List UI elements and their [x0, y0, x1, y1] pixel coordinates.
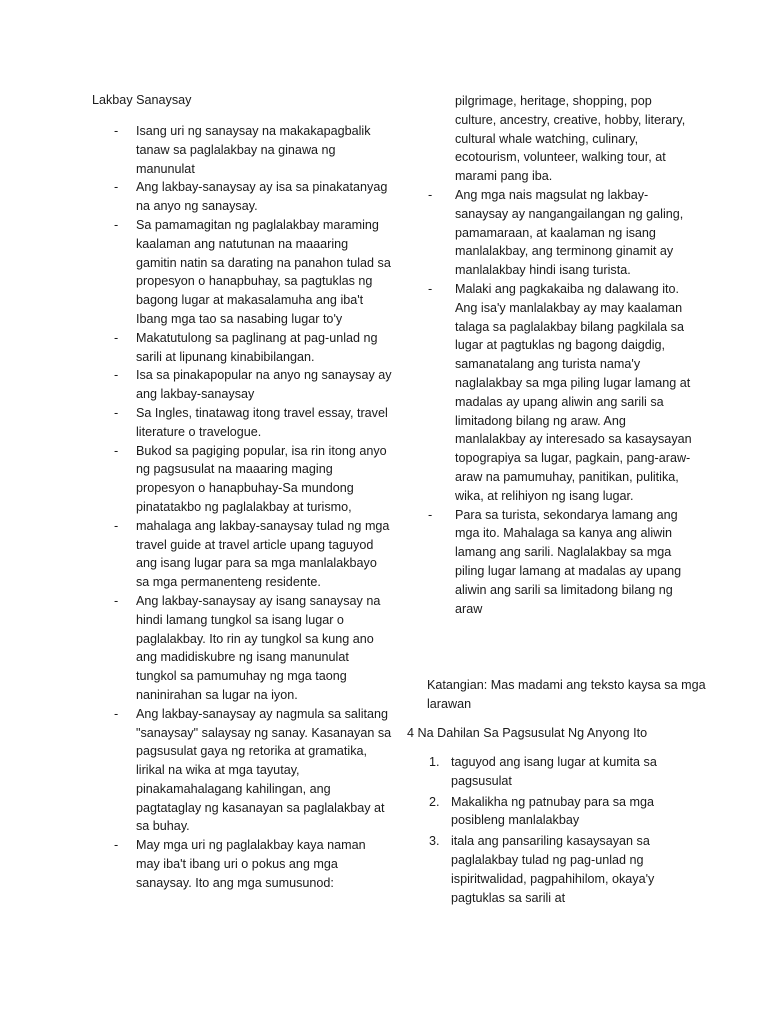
bullet-text: Sa pamamagitan ng paglalakbay maraming kaalaman ang natutunan na maaaring gamitin natin sa darating na panahon tulad sa propesyon o hanapbuhay, sa pagtuklas ng bagong lugar at makasalamuha ang iba't Ibang mga tao sa nasabing lugar to'y [136, 217, 391, 326]
continued-list-text: pilgrimage, heritage, shopping, pop culture, ancestry, creative, hobby, literary, cultural whale watching, culinary, ecotourism, volunteer, walking tour, at marami pang iba. [455, 94, 686, 184]
bullet-item [425, 186, 695, 280]
bullet-dash: - [428, 281, 433, 296]
bullet-text: Isang uri ng sanaysay na makakapagbalik tanaw sa paglalakbay na ginawa ng manunulat [136, 124, 371, 176]
reason-text: Makalikha ng patnubay para sa mga posibleng manlalakbay [451, 794, 655, 828]
bullet-item [92, 216, 392, 329]
left-column [92, 122, 392, 893]
bullet-dash: - [114, 518, 119, 533]
bullet-dash: - [114, 124, 119, 138]
document-title: Lakbay Sanaysay [92, 93, 192, 107]
bullet-item [92, 517, 392, 592]
bullet-item [92, 122, 392, 178]
reason-text: itala ang pansariling kasaysayan sa paglalakbay tulad ng pag-unlad ng ispiritwalidad, pagpahihilom, okaya'y pagtuklas sa sarili at [451, 834, 655, 905]
reason-number: 1. [429, 755, 440, 769]
bullet-text: May mga uri ng paglalakbay kaya naman may iba't ibang uri o pokus ang mga sanaysay. Ito ang mga sumusunod: [136, 838, 366, 890]
bullet-text: mahalaga ang lakbay-sanaysay tulad ng mga travel guide at travel article upang taguyod ang isang lugar para sa mga manlalakbayo sa mga permanenteng residente. [136, 518, 390, 590]
katangian-text: Katangian: Mas madami ang teksto kaysa sa mga larawan [427, 678, 706, 711]
bullet-item [92, 366, 392, 404]
bullet-dash: - [114, 443, 119, 458]
bullet-text: Ang lakbay-sanaysay ay isa sa pinakatanyag na anyo ng sanaysay. [136, 180, 388, 214]
bullet-dash: - [114, 368, 119, 383]
bullet-text: Isa sa pinakapopular na anyo ng sanaysay ay ang lakbay-sanaysay [136, 368, 392, 402]
bullet-item [425, 280, 695, 506]
reason-item [427, 832, 707, 907]
reason-number: 3. [429, 834, 440, 849]
bullet-text: Makatutulong sa paglinang at pag-unlad ng sarili at lipunang kinabibilangan. [136, 330, 378, 364]
bullet-item [92, 442, 392, 517]
bullet-dash: - [114, 405, 119, 420]
reasons-heading: 4 Na Dahilan Sa Pagsusulat Ng Anyong Ito [407, 726, 648, 740]
left-bullet-list [92, 122, 392, 893]
bullet-dash: - [114, 593, 119, 608]
bullet-text: Bukod sa pagiging popular, isa rin itong anyo ng pagsusulat na maaaring maging propesyon o hanapbuhay-Sa mundong pinatatakbo ng paglalakbay at turismo, [136, 443, 387, 514]
bullet-item [92, 178, 392, 216]
bullet-item [92, 705, 392, 837]
bullet-dash: - [114, 180, 119, 195]
bullet-text: Sa Ingles, tinatawag itong travel essay, travel literature o travelogue. [136, 405, 388, 439]
right-column [425, 92, 695, 618]
reason-number: 2. [429, 794, 440, 809]
reason-text: taguyod ang isang lugar at kumita sa pagsusulat [451, 755, 657, 788]
bullet-dash: - [114, 217, 119, 232]
reason-item [427, 753, 707, 791]
bullet-dash: - [114, 706, 119, 721]
bullet-item [425, 506, 695, 619]
bullet-text: Malaki ang pagkakaiba ng dalawang ito. Ang isa'y manlalakbay ay may kaalaman talaga sa paglalakbay bilang pagkilala sa lugar at pagtuklas ng bagong daigdig, samanatalang ang turista nama'y naglalakbay sa mga piling lugar lamang at madalas ay upang aliwin ang sarili sa limitadong bilang ng araw. Ang manlalakbay ay interesado sa kasaysayan topograpiya sa lugar, pagkain, pang-araw-araw na pamumuhay, panitikan, pulitika, wika, at relihiyon ng isang lugar. [455, 281, 692, 503]
bullet-item [92, 404, 392, 442]
bullet-item [92, 592, 392, 705]
bullet-dash: - [114, 838, 119, 853]
bullet-text: Ang mga nais magsulat ng lakbay-sanaysay ay nangangailangan ng galing, pamamaraan, at kaalaman ng isang manlalakbay, ang terminong ginamit ay manlalakbay hindi isang turista. [455, 187, 684, 278]
bullet-text: Ang lakbay-sanaysay ay isang sanaysay na hindi lamang tungkol sa isang lugar o paglalakbay. Ito rin ay tungkol sa kung ano ang madidiskubre ng isang manunulat tungkol sa pamumuhay ng mga taong naninirahan sa lugar na iyon. [136, 593, 381, 702]
bullet-dash: - [114, 330, 119, 345]
bullet-item [92, 329, 392, 367]
right-bullet-list [425, 186, 695, 618]
bullet-text: Ang lakbay-sanaysay ay nagmula sa salitang "sanaysay" salaysay ng sanay. Kasanayan sa pagsusulat gaya ng retorika at gramatika, lirikal na wika at mga tayutay, pinakamahalagang kahilingan, ang pagtataglay ng kasanayan sa paglalakbay at sa buhay. [136, 706, 392, 834]
reason-item [427, 793, 707, 831]
bullet-dash: - [428, 507, 433, 522]
bullet-text: Para sa turista, sekondarya lamang ang mga ito. Mahalaga sa kanya ang aliwin lamang ang sarili. Naglalakbay sa mga piling lugar lamang at madalas ay upang aliwin ang sarili sa limitadong bilang ng araw [455, 507, 682, 616]
bullet-item [92, 836, 392, 892]
bullet-dash: - [428, 187, 433, 202]
reasons-numbered-list [427, 753, 707, 909]
